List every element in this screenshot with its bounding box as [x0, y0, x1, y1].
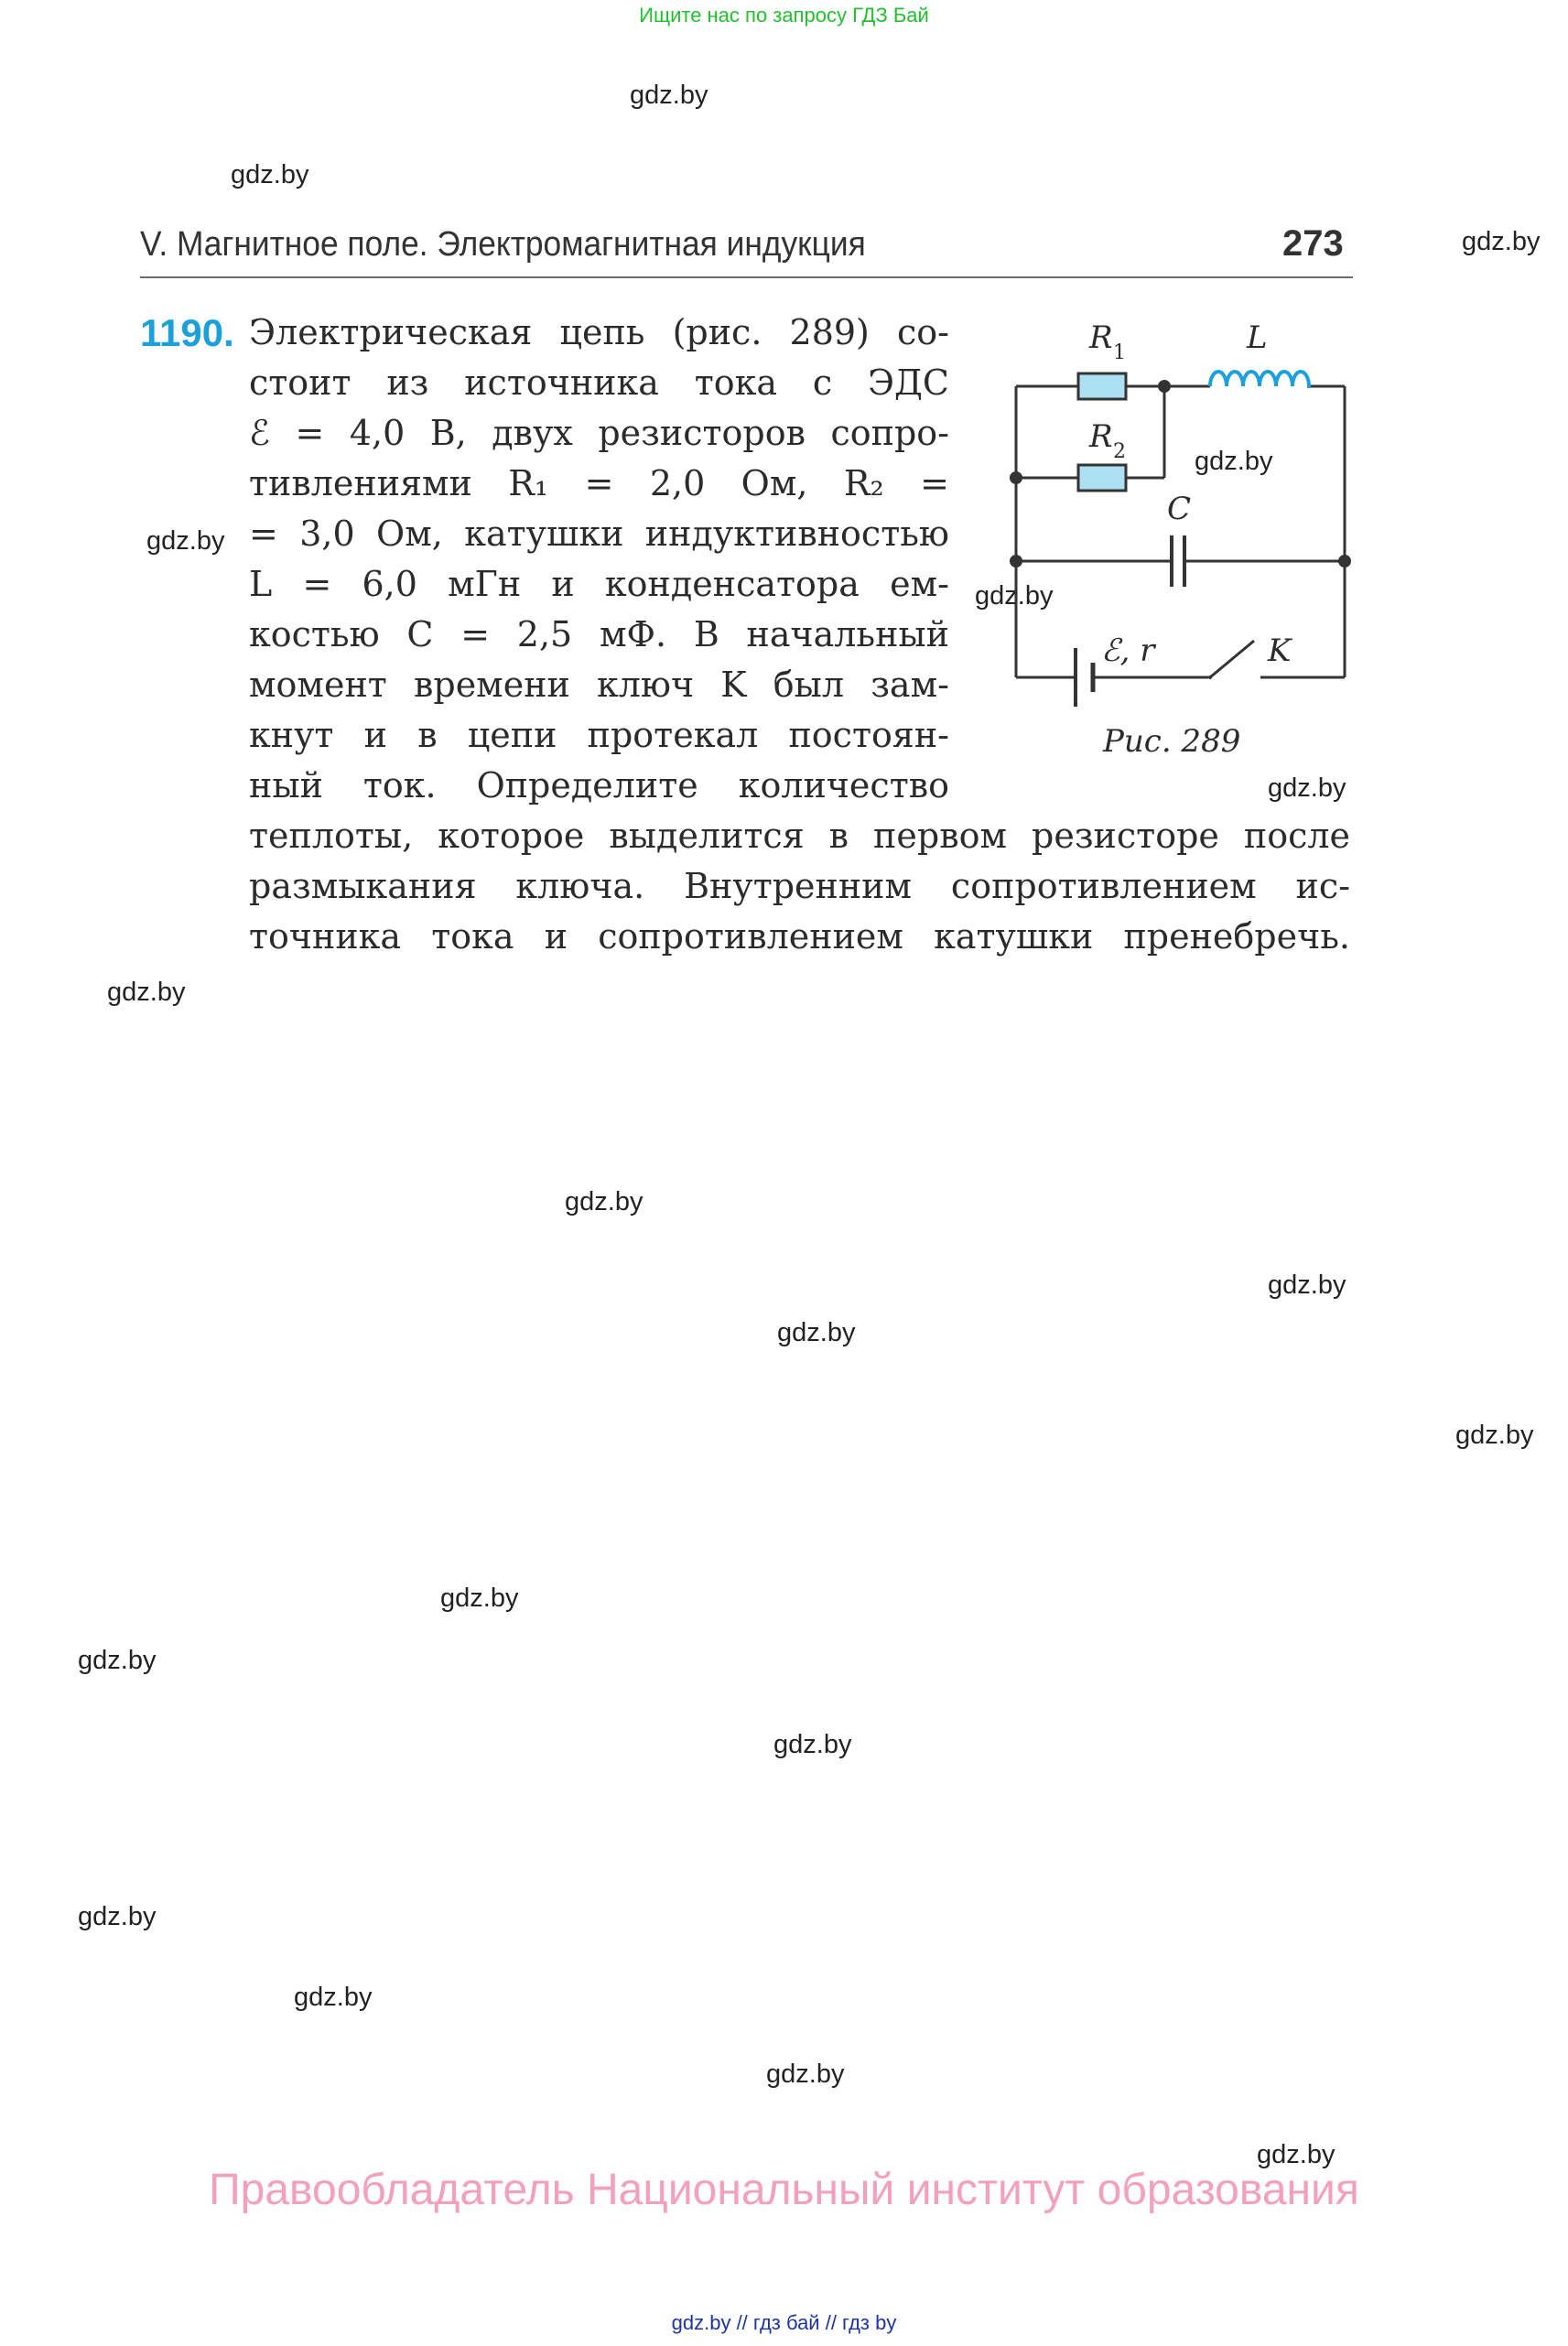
junction-dot	[1158, 380, 1171, 393]
problem-text-line: момент времени ключ K был зам-	[249, 665, 949, 705]
watermark: gdz.by	[1462, 227, 1541, 256]
resistor-r2	[1078, 465, 1126, 491]
watermark: gdz.by	[78, 1646, 157, 1675]
watermark: gdz.by	[565, 1187, 643, 1216]
label-source: ℰ, r	[1101, 632, 1155, 669]
problem-text-line: тивлениями R₁ = 2,0 Ом, R₂ =	[249, 463, 949, 503]
problem-text-line: ный ток. Определите количество	[249, 765, 949, 805]
label-r2-subscript: 2	[1113, 440, 1126, 463]
watermark: gdz.by	[773, 1730, 852, 1759]
problem-text-line: L = 6,0 мГн и конденсатора ем-	[249, 564, 949, 604]
watermark: gdz.by	[146, 526, 225, 556]
problem-number: 1190.	[140, 311, 234, 354]
watermark: gdz.by	[975, 581, 1054, 611]
inductor-coil	[1210, 372, 1311, 386]
problem-text-line: теплоты, которое выделится в первом резисторе после	[249, 816, 1350, 856]
label-r1: R	[1089, 319, 1113, 356]
junction-dot	[1010, 555, 1022, 568]
label-r2: R	[1089, 418, 1113, 455]
label-switch: K	[1268, 632, 1292, 669]
junction-dot	[1010, 471, 1022, 484]
label-capacitor: C	[1167, 491, 1192, 527]
watermark: gdz.by	[1268, 1270, 1346, 1300]
page-header-title: V. Магнитное поле. Электромагнитная индукция	[140, 225, 866, 264]
copyright-notice: Правообладатель Национальный институт образования	[209, 2166, 1359, 2214]
problem-text-line: = 3,0 Ом, катушки индуктивностью	[249, 514, 949, 554]
watermark: gdz.by	[1268, 773, 1346, 803]
watermark: gdz.by	[440, 1584, 519, 1613]
problem-text-line: стоит из источника тока с ЭДС	[249, 362, 949, 403]
watermark: gdz.by	[294, 1983, 373, 2012]
switch-blade	[1210, 641, 1254, 677]
resistor-r1	[1078, 373, 1126, 399]
figure-caption: Рис. 289	[1103, 723, 1241, 760]
switch-pivot	[1208, 676, 1212, 679]
watermark: gdz.by	[107, 978, 186, 1007]
problem-text-line: размыкания ключа. Внутренним сопротивлением ис-	[249, 866, 1350, 906]
problem-text-line: точника тока и сопротивлением катушки пренебречь.	[249, 916, 1350, 957]
label-r1-subscript: 1	[1113, 341, 1126, 364]
page-number: 273	[1282, 223, 1344, 264]
watermark: gdz.by	[766, 2060, 845, 2089]
problem-text-line: ℰ = 4,0 В, двух резисторов сопро-	[249, 413, 949, 453]
watermark: gdz.by	[777, 1318, 856, 1347]
watermark: gdz.by	[78, 1902, 157, 1931]
circuit-diagram	[989, 311, 1373, 723]
problem-text-line: Электрическая цепь (рис. 289) со-	[249, 312, 949, 352]
watermark: gdz.by	[1455, 1421, 1534, 1450]
watermark: gdz.by	[1195, 447, 1273, 476]
problem-text-line: костью C = 2,5 мФ. В начальный	[249, 614, 949, 654]
label-inductor: L	[1247, 319, 1268, 356]
watermark: gdz.by	[1257, 2140, 1336, 2169]
header-divider	[140, 276, 1353, 278]
watermark: gdz.by	[231, 160, 309, 189]
footer-links[interactable]: gdz.by // гдз бай // гдз by	[671, 2311, 897, 2334]
top-search-banner: Ищите нас по запросу ГДЗ Бай	[639, 4, 929, 27]
watermark: gdz.by	[630, 81, 708, 110]
problem-text-line: кнут и в цепи протекал постоян-	[249, 715, 949, 755]
junction-dot	[1338, 555, 1351, 568]
